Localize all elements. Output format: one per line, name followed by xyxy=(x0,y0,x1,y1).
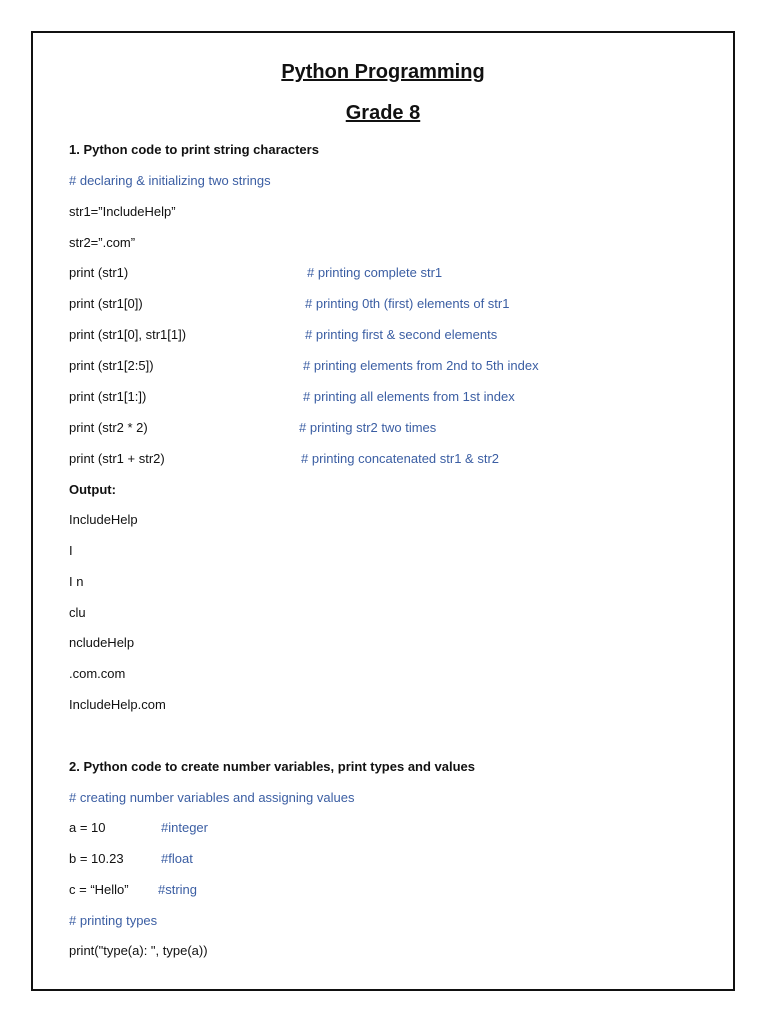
str2-line: str2=”.com” xyxy=(69,235,136,250)
document-title: Python Programming xyxy=(281,61,485,83)
variable-comment: #integer xyxy=(161,820,208,835)
code-comment: # printing str2 two times xyxy=(299,420,437,435)
code-line: print (str1[2:5]) xyxy=(69,358,154,373)
section1-comment-declaration: # declaring & initializing two strings xyxy=(69,173,271,188)
code-line: print (str1 + str2) xyxy=(69,451,165,466)
code-line: print (str1[1:]) xyxy=(69,389,147,404)
variable-line: c = “Hello” xyxy=(69,882,129,897)
code-line: print (str2 * 2) xyxy=(69,420,148,435)
output-line: I xyxy=(69,543,73,558)
document-page xyxy=(31,31,735,991)
variable-comment: #string xyxy=(158,882,198,897)
section2-heading: 2. Python code to create number variables, print types and values xyxy=(69,759,476,774)
code-comment: # printing first & second elements xyxy=(305,327,498,342)
section2-comment-print: # printing types xyxy=(69,913,158,928)
output-line: IncludeHelp.com xyxy=(69,697,166,712)
variable-comment: #float xyxy=(161,851,193,866)
variable-line: a = 10 xyxy=(69,820,106,835)
code-comment: # printing 0th (first) elements of str1 xyxy=(305,296,510,311)
code-comment: # printing concatenated str1 & str2 xyxy=(301,451,500,466)
output-line: I n xyxy=(69,574,84,589)
code-comment: # printing elements from 2nd to 5th index xyxy=(303,358,539,373)
code-comment: # printing complete str1 xyxy=(307,265,443,280)
code-comment: # printing all elements from 1st index xyxy=(303,389,515,404)
str1-line: str1=”IncludeHelp” xyxy=(69,204,176,219)
output-line: clu xyxy=(69,605,86,620)
code-line: print (str1) xyxy=(69,265,129,280)
code-line: print (str1[0], str1[1]) xyxy=(69,327,187,342)
code-line: print (str1[0]) xyxy=(69,296,143,311)
output-line: ncludeHelp xyxy=(69,635,135,650)
output-line: IncludeHelp xyxy=(69,512,138,527)
section2-comment-create: # creating number variables and assigning values xyxy=(69,790,355,805)
variable-line: b = 10.23 xyxy=(69,851,124,866)
output-line: .com.com xyxy=(69,666,126,681)
print-type-line: print("type(a): ", type(a)) xyxy=(69,943,208,958)
grade-title: Grade 8 xyxy=(345,102,421,124)
output-label: Output: xyxy=(69,482,116,497)
section1-heading: 1. Python code to print string characters xyxy=(69,142,319,157)
